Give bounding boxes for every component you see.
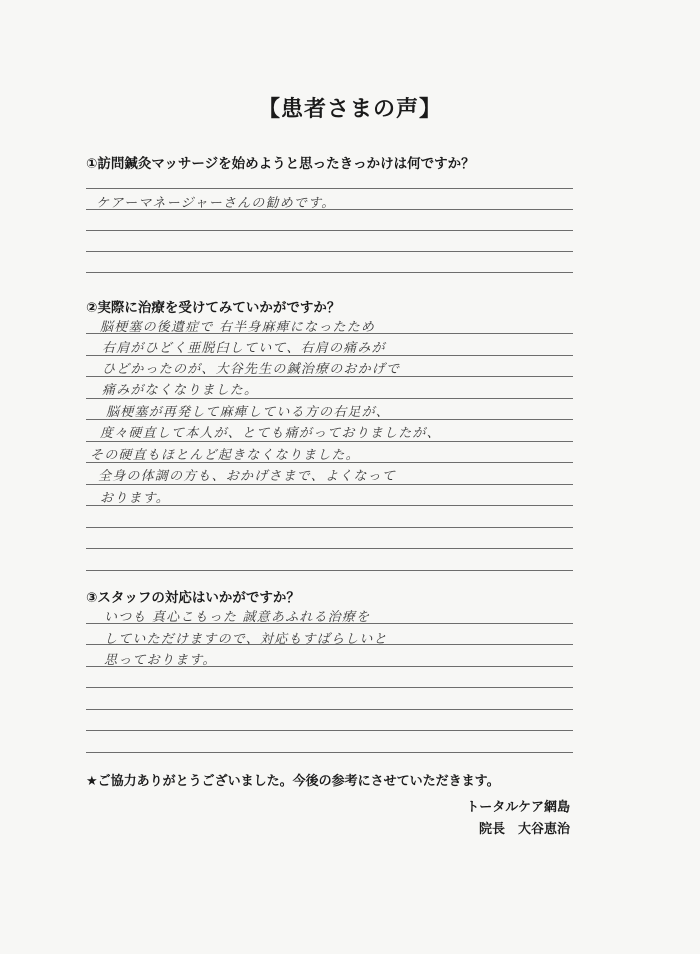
handwritten-answer-line: 脳梗塞の後遺症で 右半身麻痺になったため <box>100 320 376 335</box>
thank-you-note: ★ご協力ありがとうございました。今後の参考にさせていただきます。 <box>86 774 500 789</box>
ruled-line <box>86 548 573 549</box>
handwritten-answer-line: いつも 真心こもった 誠意あふれる治療を <box>104 610 371 625</box>
ruled-line <box>86 188 573 189</box>
ruled-line <box>86 272 573 273</box>
handwritten-answer-line: 右肩がひどく亜脱臼していて、右肩の痛みが <box>102 341 386 356</box>
question-3: ③スタッフの対応はいかがですか？ <box>86 590 300 606</box>
ruled-line <box>86 527 573 528</box>
ruled-line <box>86 484 573 485</box>
handwritten-answer-line: 度々硬直して本人が、とても痛がっておりましたが、 <box>100 426 441 441</box>
handwritten-answer-line: 脳梗塞が再発して麻痺している方の右足が、 <box>106 405 391 420</box>
question-2: ②実際に治療を受けてみていかがですか？ <box>86 300 341 316</box>
ruled-line <box>86 730 573 731</box>
ruled-line <box>86 570 573 571</box>
director-name: 院長 大谷恵治 <box>478 822 570 837</box>
ruled-line <box>86 687 573 688</box>
handwritten-answer-line: 全身の体調の方も、おかげさまで、よくなって <box>98 469 396 484</box>
handwritten-answer-line: おります。 <box>100 491 170 506</box>
handwritten-answer-line: ひどかったのが、大谷先生の鍼治療のおかげで <box>102 362 401 377</box>
ruled-line <box>86 709 573 710</box>
ruled-line <box>86 251 573 252</box>
handwritten-answer-line: 痛みがなくなりました。 <box>102 383 259 398</box>
clinic-name: トータルケア網島 <box>466 800 570 815</box>
handwritten-answer-line: その硬直もほとんど起きなくなりました。 <box>90 448 360 463</box>
ruled-line <box>86 398 573 399</box>
handwritten-answer-line: していただけますので、対応もすばらしいと <box>104 632 388 647</box>
page-title: 【患者さまの声】 <box>257 97 442 122</box>
ruled-line <box>86 752 573 753</box>
ruled-line <box>86 230 573 231</box>
ruled-line <box>86 441 573 442</box>
question-1: ①訪問鍼灸マッサージを始めようと思ったきっかけは何ですか？ <box>86 156 475 172</box>
handwritten-answer-line: ケアーマネージャーさんの勧めです。 <box>96 196 336 211</box>
handwritten-answer-line: 思っております。 <box>104 653 217 668</box>
